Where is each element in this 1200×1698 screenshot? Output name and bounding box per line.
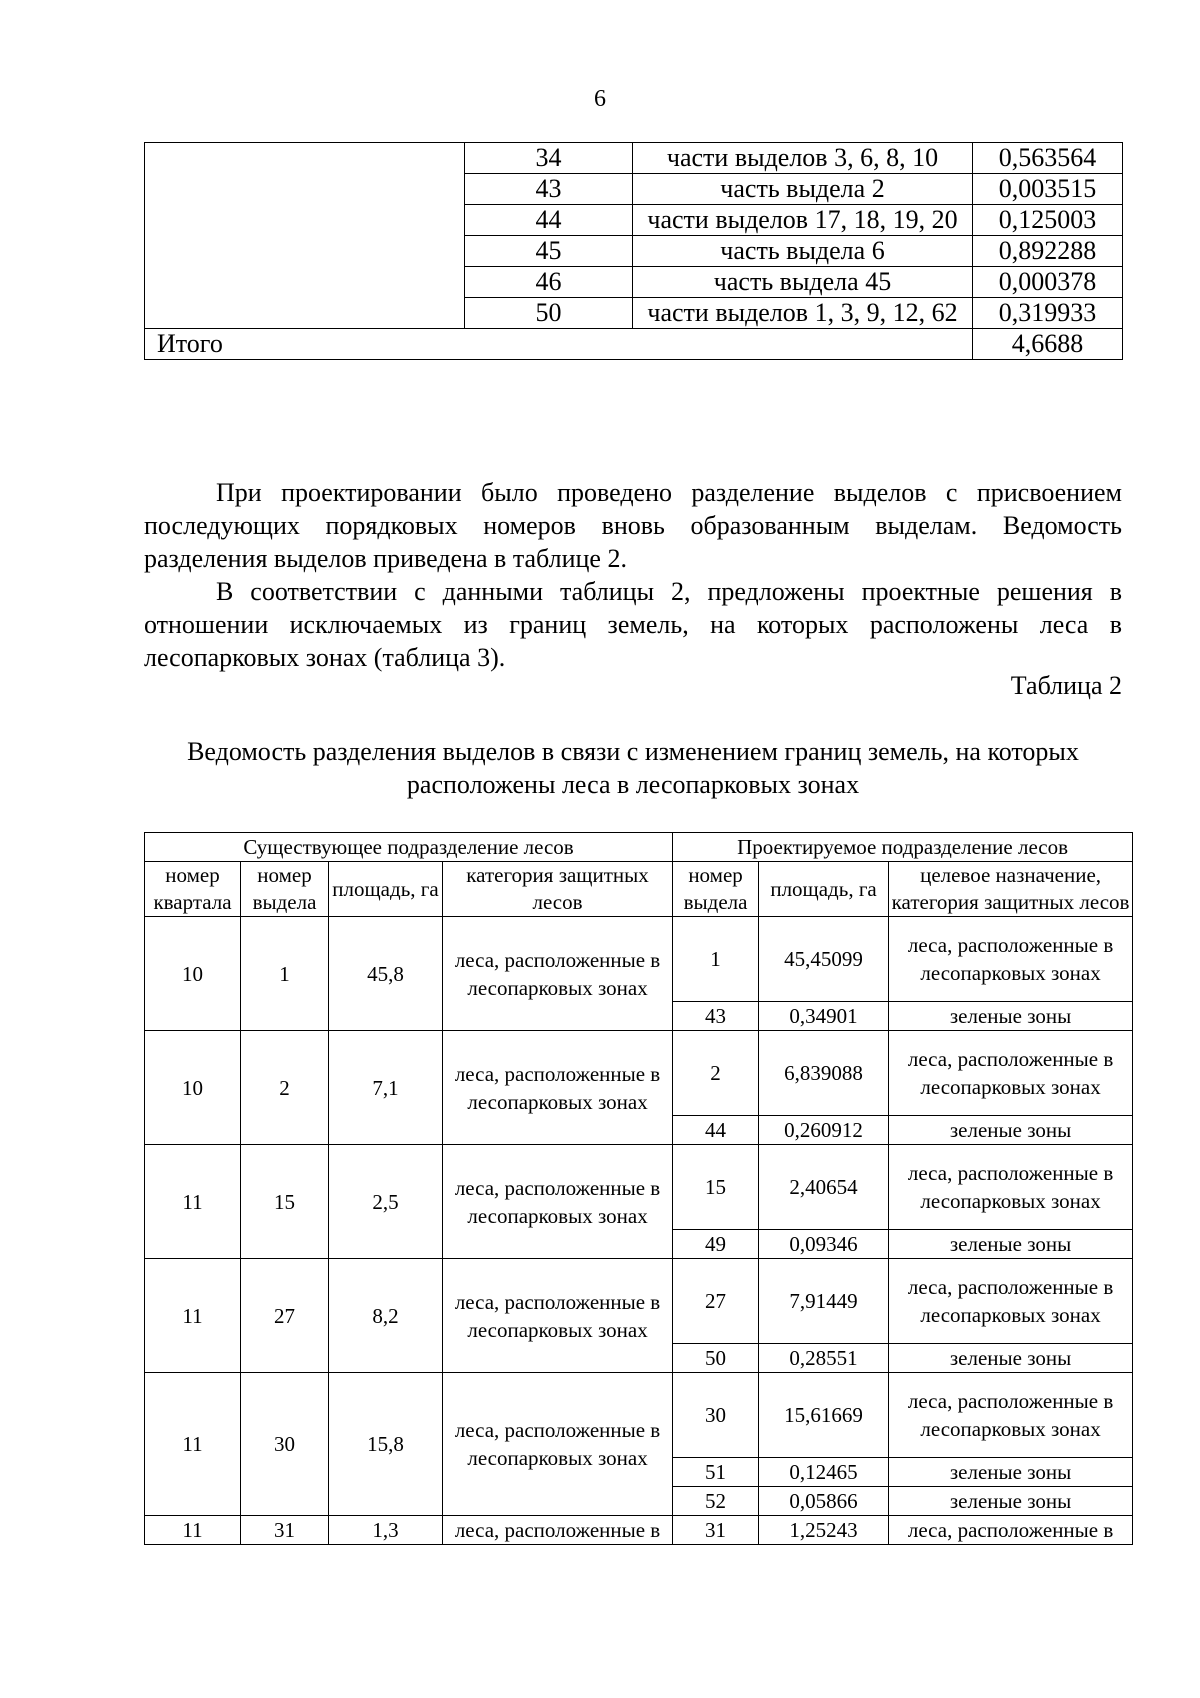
purpose-cell: леса, расположенные в лесопарковых зонах [889, 1031, 1133, 1116]
table-row [145, 1373, 1133, 1458]
area-cell: 45,8 [329, 917, 443, 1031]
quarter-number: 34 [465, 143, 633, 174]
category-cell: леса, расположенные в лесопарковых зонах [443, 1373, 673, 1516]
vydel-cell: 2 [241, 1031, 329, 1145]
table-row [145, 1145, 1133, 1230]
purpose-cell: зеленые зоны [889, 1230, 1133, 1259]
purpose-cell: леса, расположенные в [889, 1516, 1133, 1545]
parcel-description: часть выдела 2 [633, 174, 973, 205]
vydel-cell: 31 [241, 1516, 329, 1545]
page-number: 6 [594, 86, 606, 112]
parcel-description: часть выдела 6 [633, 236, 973, 267]
new-area-cell: 0,260912 [759, 1116, 889, 1145]
new-vydel-cell: 44 [673, 1116, 759, 1145]
table-label: Таблица 2 [1010, 671, 1122, 700]
header-vydel: номер выдела [241, 862, 329, 917]
quarter-number: 45 [465, 236, 633, 267]
new-vydel-cell: 15 [673, 1145, 759, 1230]
new-area-cell: 0,34901 [759, 1002, 889, 1031]
category-cell: леса, расположенные в лесопарковых зонах [443, 1259, 673, 1373]
new-vydel-cell: 31 [673, 1516, 759, 1545]
area-cell: 8,2 [329, 1259, 443, 1373]
new-area-cell: 0,09346 [759, 1230, 889, 1259]
table-title: Ведомость разделения выделов в связи с изменением границ земель, на которых расположены леса в лесопарковых зонах [187, 737, 1079, 799]
header-area: площадь, га [329, 862, 443, 917]
category-cell: леса, расположенные в [443, 1516, 673, 1545]
kvartal-cell: 10 [145, 1031, 241, 1145]
vydel-cell: 30 [241, 1373, 329, 1516]
kvartal-cell: 11 [145, 1516, 241, 1545]
quarter-number: 46 [465, 267, 633, 298]
area-cell: 15,8 [329, 1373, 443, 1516]
group-existing: Существующее подразделение лесов [145, 833, 673, 862]
group-projected: Проектируемое подразделение лесов [673, 833, 1133, 862]
purpose-cell: зеленые зоны [889, 1487, 1133, 1516]
total-row [145, 329, 1123, 360]
area-value: 0,563564 [973, 143, 1123, 174]
table-row [145, 1031, 1133, 1116]
kvartal-cell: 11 [145, 1259, 241, 1373]
vydel-cell: 27 [241, 1259, 329, 1373]
new-area-cell: 6,839088 [759, 1031, 889, 1116]
purpose-cell: зеленые зоны [889, 1344, 1133, 1373]
new-vydel-cell: 1 [673, 917, 759, 1002]
table-row [145, 1516, 1133, 1545]
new-vydel-cell: 52 [673, 1487, 759, 1516]
new-area-cell: 7,91449 [759, 1259, 889, 1344]
quarters-table [144, 142, 1123, 360]
quarter-number: 44 [465, 205, 633, 236]
table-row [145, 917, 1133, 1002]
area-cell: 1,3 [329, 1516, 443, 1545]
header-new-vydel: номер выдела [673, 862, 759, 917]
kvartal-cell: 11 [145, 1145, 241, 1259]
parcel-description: части выделов 17, 18, 19, 20 [633, 205, 973, 236]
header-category: категория защитных лесов [443, 862, 673, 917]
header-new-area: площадь, га [759, 862, 889, 917]
area-value: 0,000378 [973, 267, 1123, 298]
header-row-groups [145, 833, 1133, 862]
new-area-cell: 0,05866 [759, 1487, 889, 1516]
category-cell: леса, расположенные в лесопарковых зонах [443, 1145, 673, 1259]
category-cell: леса, расположенные в лесопарковых зонах [443, 917, 673, 1031]
new-vydel-cell: 27 [673, 1259, 759, 1344]
area-value: 0,125003 [973, 205, 1123, 236]
category-cell: леса, расположенные в лесопарковых зонах [443, 1031, 673, 1145]
new-vydel-cell: 43 [673, 1002, 759, 1031]
new-area-cell: 15,61669 [759, 1373, 889, 1458]
table-row [145, 1259, 1133, 1344]
header-row-columns [145, 862, 1133, 917]
parcel-description: части выделов 3, 6, 8, 10 [633, 143, 973, 174]
header-purpose: целевое назначение, категория защитных лесов [889, 862, 1133, 917]
new-area-cell: 0,12465 [759, 1458, 889, 1487]
table-row [145, 143, 1123, 174]
parcel-description: часть выдела 45 [633, 267, 973, 298]
new-area-cell: 45,45099 [759, 917, 889, 1002]
paragraph-1: При проектировании было проведено разделение выделов с присвоением последующих порядковых номеров вновь образованным выделам. Ведомость разделения выделов приведена в таблице 2. [144, 478, 1122, 573]
new-area-cell: 2,40654 [759, 1145, 889, 1230]
area-cell: 2,5 [329, 1145, 443, 1259]
empty-cell [145, 143, 465, 329]
purpose-cell: зеленые зоны [889, 1116, 1133, 1145]
parcel-description: части выделов 1, 3, 9, 12, 62 [633, 298, 973, 329]
purpose-cell: леса, расположенные в лесопарковых зонах [889, 1145, 1133, 1230]
purpose-cell: леса, расположенные в лесопарковых зонах [889, 917, 1133, 1002]
purpose-cell: зеленые зоны [889, 1458, 1133, 1487]
quarter-number: 43 [465, 174, 633, 205]
kvartal-cell: 10 [145, 917, 241, 1031]
total-value: 4,6688 [973, 329, 1123, 360]
area-value: 0,319933 [973, 298, 1123, 329]
purpose-cell: зеленые зоны [889, 1002, 1133, 1031]
purpose-cell: леса, расположенные в лесопарковых зонах [889, 1373, 1133, 1458]
area-value: 0,892288 [973, 236, 1123, 267]
purpose-cell: леса, расположенные в лесопарковых зонах [889, 1259, 1133, 1344]
new-vydel-cell: 2 [673, 1031, 759, 1116]
total-label: Итого [145, 329, 973, 360]
quarter-number: 50 [465, 298, 633, 329]
area-value: 0,003515 [973, 174, 1123, 205]
new-area-cell: 1,25243 [759, 1516, 889, 1545]
new-vydel-cell: 50 [673, 1344, 759, 1373]
vydel-cell: 15 [241, 1145, 329, 1259]
paragraph-2: В соответствии с данными таблицы 2, предложены проектные решения в отношении исключаемых из границ земель, на которых расположены леса в лесопарковых зонах (таблица 3). [144, 577, 1122, 672]
parcel-division-table [144, 832, 1133, 1545]
new-vydel-cell: 51 [673, 1458, 759, 1487]
new-area-cell: 0,28551 [759, 1344, 889, 1373]
header-kvartal: номер квартала [145, 862, 241, 917]
vydel-cell: 1 [241, 917, 329, 1031]
new-vydel-cell: 30 [673, 1373, 759, 1458]
kvartal-cell: 11 [145, 1373, 241, 1516]
new-vydel-cell: 49 [673, 1230, 759, 1259]
area-cell: 7,1 [329, 1031, 443, 1145]
